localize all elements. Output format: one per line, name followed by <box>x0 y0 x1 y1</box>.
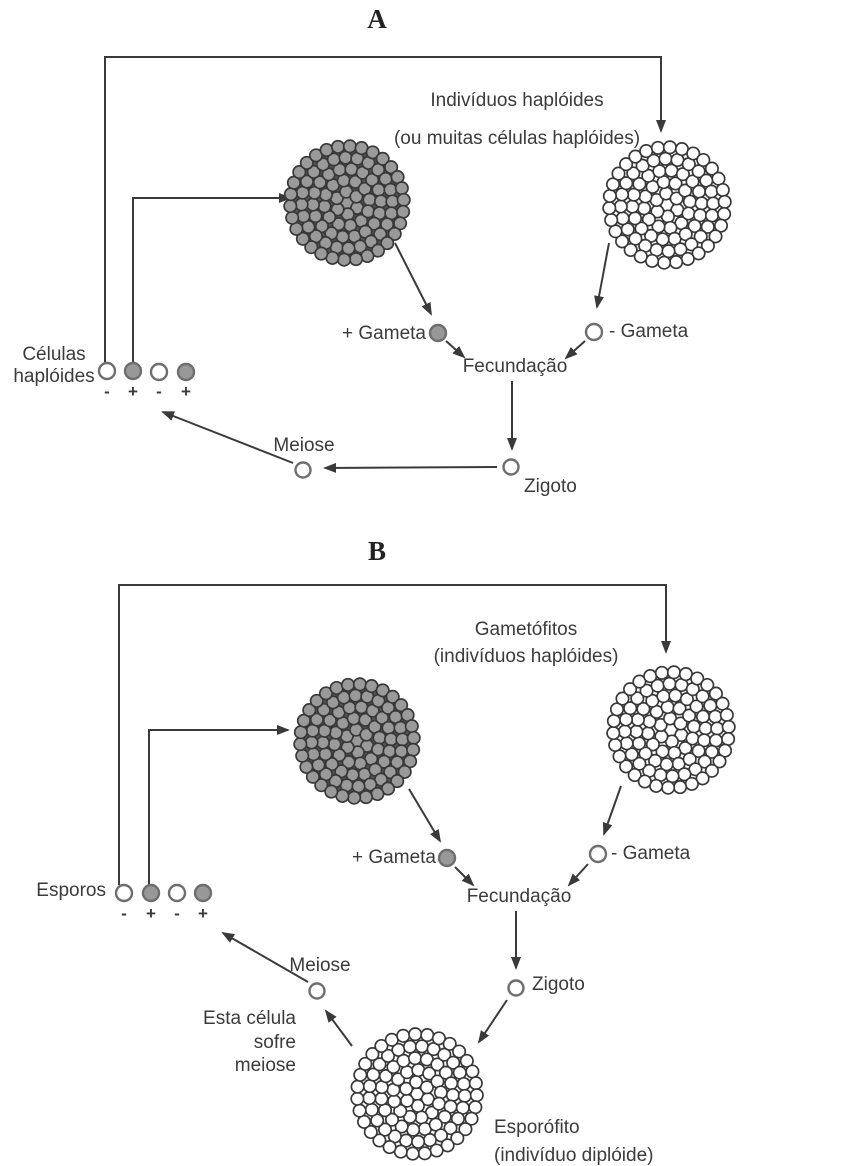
zygote-cell-b <box>509 981 524 996</box>
individuals-label-line2: (ou muitas células haplóides) <box>393 128 641 149</box>
cell-sign-a-3: - <box>156 382 162 401</box>
haploid-cell-a-plus-2 <box>178 364 194 380</box>
arrow-b-white-to-minus-gamete <box>604 786 621 834</box>
arrow-b-minus-gamete-to-fertilization <box>569 864 588 885</box>
arrow-b-gray-to-plus-gamete <box>409 789 440 841</box>
sporophyte-label-line2: (indivíduo diplóide) <box>494 1145 654 1166</box>
plus-gamete-label-a: + Gameta <box>342 323 426 344</box>
arrow-b-sporophyte-to-meiosis <box>326 1011 352 1046</box>
meiosis-cell-a <box>296 463 311 478</box>
cluster-b-gray-gametophyte <box>294 678 420 804</box>
arrow-b-plus-gamete-to-fertilization <box>455 867 473 885</box>
sporophyte-label-line1: Esporófito <box>494 1117 580 1138</box>
spore-sign-b-2: + <box>146 904 156 923</box>
cluster-a-white-individual <box>603 141 731 269</box>
cell-sign-a-4: + <box>181 382 191 401</box>
haploid-cell-a-plus-1 <box>125 363 141 379</box>
arrow-a-plus-gamete-to-fertilization <box>446 341 464 357</box>
haploid-cells-label <box>10 344 98 388</box>
spore-b-plus-1 <box>143 885 159 901</box>
fertilization-label-a: Fecundação <box>462 356 568 377</box>
plus-gamete-cell-b <box>439 850 455 866</box>
meiosis-note <box>178 1007 296 1078</box>
panel-a-title: A <box>367 4 387 34</box>
meiosis-note-line3: meiose <box>234 1055 296 1076</box>
arrow-a-white-to-minus-gamete <box>597 243 609 307</box>
spore-b-plus-2 <box>195 885 211 901</box>
minus-gamete-cell-b <box>590 846 606 862</box>
sporophyte-label <box>494 1114 654 1166</box>
meiosis-note-line2: sofre <box>253 1031 296 1053</box>
zygote-label-b: Zigoto <box>532 974 585 995</box>
cell-sign-a-2: + <box>128 382 138 401</box>
path-b-inner-branch <box>149 730 288 885</box>
spore-sign-b-1: - <box>121 904 127 923</box>
gametophytes-label-line2: (indivíduos haplóides) <box>433 646 619 667</box>
fertilization-label-b: Fecundação <box>466 886 572 907</box>
plus-gamete-label-b: + Gameta <box>352 847 436 868</box>
arrow-b-zygote-to-sporophyte <box>479 1000 507 1042</box>
haploid-cells-label-line2: haplóides <box>13 366 95 387</box>
plus-gamete-cell-a <box>430 325 446 341</box>
spore-b-minus-1 <box>116 885 132 901</box>
meiosis-label-b: Meiose <box>289 955 351 976</box>
cluster-b-white-gametophyte <box>607 666 735 794</box>
gametophytes-label-line1: Gametófitos <box>474 619 578 640</box>
minus-gamete-label-a: - Gameta <box>609 321 689 342</box>
cell-sign-a-1: - <box>104 382 110 401</box>
meiosis-note-line1: Esta célula <box>203 1008 296 1029</box>
spores-label: Esporos <box>36 880 106 901</box>
cluster-b-sporophyte <box>351 1028 483 1160</box>
zygote-cell-a <box>504 460 519 475</box>
spore-sign-b-3: - <box>174 904 180 923</box>
haploid-cell-a-minus-2 <box>151 364 167 380</box>
arrow-a-gray-to-plus-gamete <box>395 243 431 314</box>
meiosis-cell-b <box>310 984 325 999</box>
minus-gamete-cell-a <box>586 324 602 340</box>
path-a-inner-branch <box>133 198 290 363</box>
haploid-cells-label-line1: Células <box>22 344 86 365</box>
meiosis-label-a: Meiose <box>273 435 335 456</box>
minus-gamete-label-b: - Gameta <box>611 843 691 864</box>
spore-sign-b-4: + <box>198 904 208 923</box>
zygote-label-a: Zigoto <box>524 476 577 497</box>
spore-b-minus-2 <box>169 885 185 901</box>
haploid-cell-a-minus-1 <box>99 363 115 379</box>
panel-b-title: B <box>367 536 386 566</box>
arrow-a-zygote-to-meiosis <box>325 467 497 468</box>
cluster-a-gray-individual <box>284 140 410 266</box>
individuals-label-line1: Indivíduos haplóides <box>430 90 604 111</box>
